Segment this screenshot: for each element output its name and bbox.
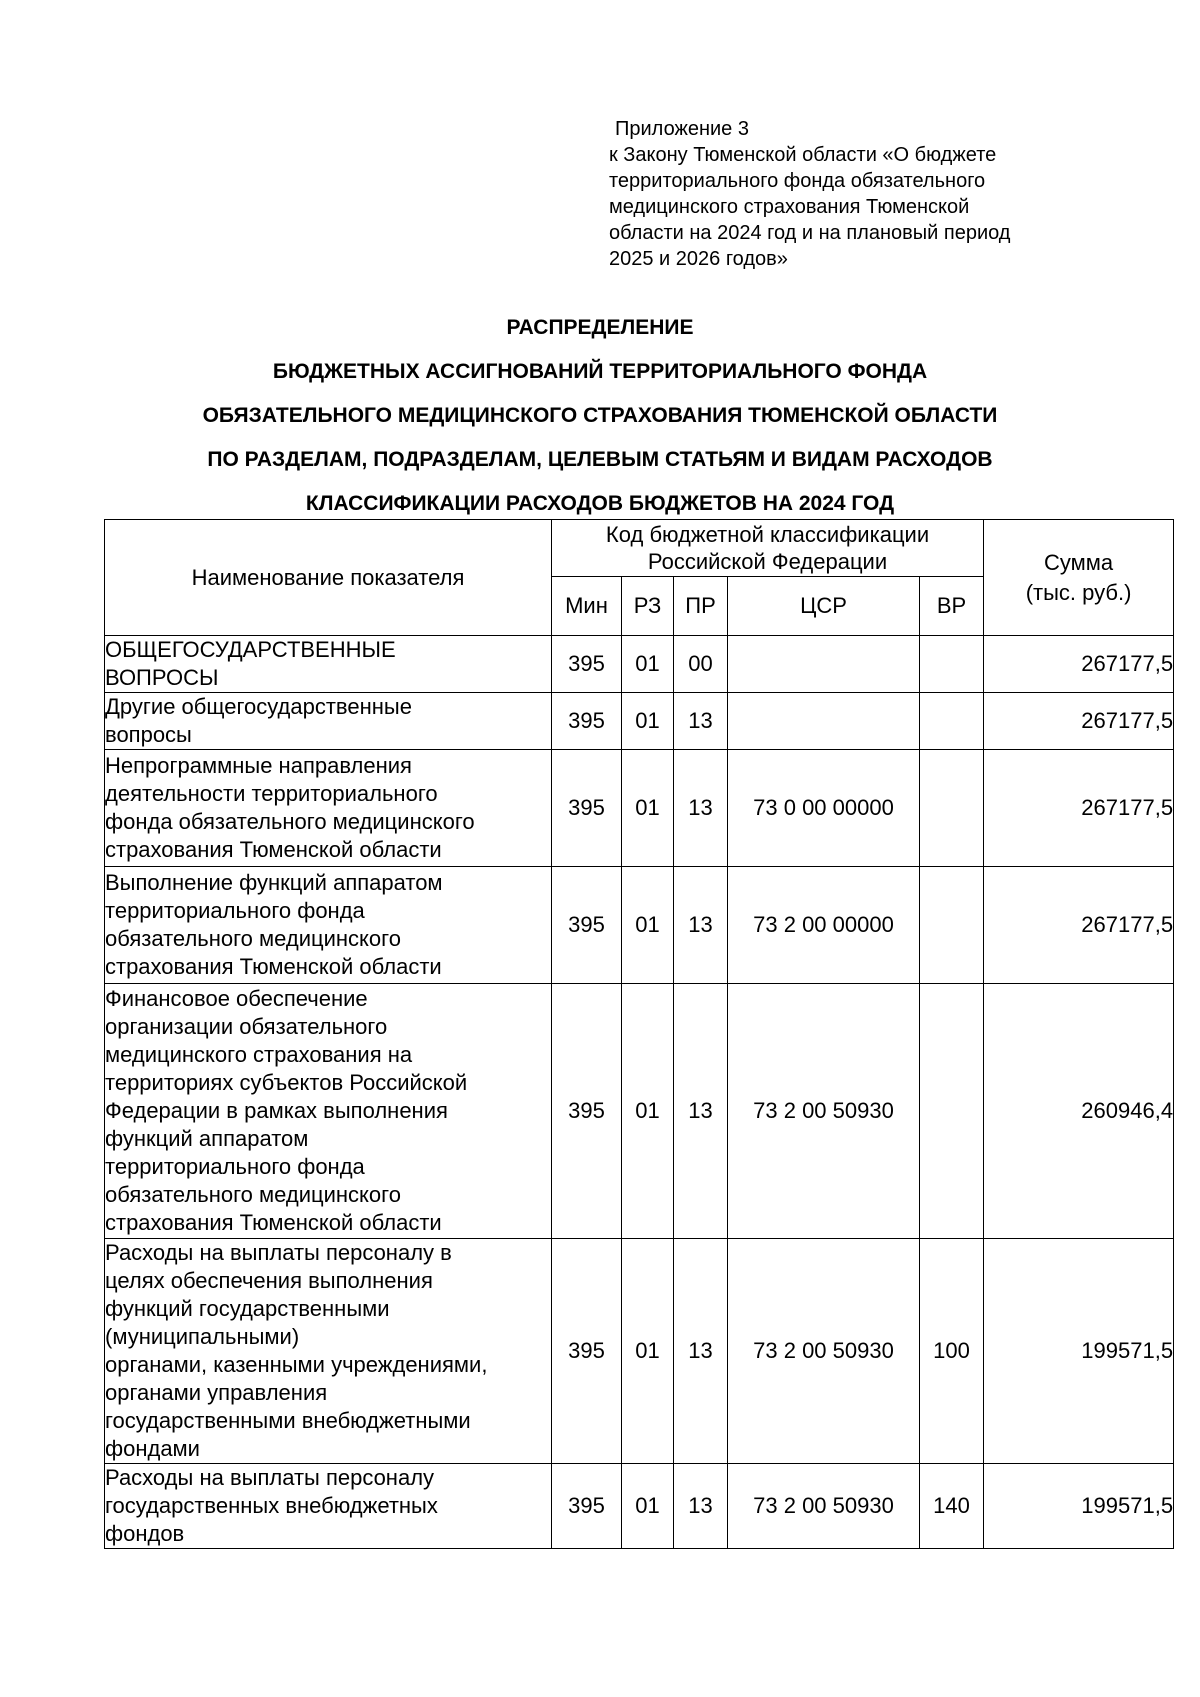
row-name-line: (муниципальными) xyxy=(105,1324,300,1349)
row-name-line: Финансовое обеспечение xyxy=(105,986,368,1011)
cell-pr: 13 xyxy=(674,750,728,867)
row-name-line: ОБЩЕГОСУДАРСТВЕННЫЕ xyxy=(105,637,396,662)
row-name-line: территориального фонда xyxy=(105,898,365,923)
row-name-line: Непрограммные направления xyxy=(105,753,412,778)
cell-sum: 267177,5 xyxy=(984,636,1174,693)
row-name xyxy=(105,636,552,693)
header-name: Наименование показателя xyxy=(105,520,552,636)
cell-csr xyxy=(728,693,920,750)
row-name xyxy=(105,750,552,867)
row-name-line: Федерации в рамках выполнения xyxy=(105,1098,448,1123)
row-name-line: организации обязательного xyxy=(105,1014,388,1039)
row-name-line: территориального фонда xyxy=(105,1154,365,1179)
cell-sum: 199571,5 xyxy=(984,1239,1174,1464)
cell-vr xyxy=(920,693,984,750)
cell-min: 395 xyxy=(552,1239,622,1464)
row-name-line: функций государственными xyxy=(105,1296,390,1321)
row-name xyxy=(105,984,552,1239)
appendix-line: области на 2024 год и на плановый период xyxy=(609,222,1011,244)
header-min: Мин xyxy=(552,577,622,636)
header-code-line: Код бюджетной классификации xyxy=(605,522,930,547)
row-name-line: страхования Тюменской области xyxy=(105,954,442,979)
row-name-line: Расходы на выплаты персоналу xyxy=(105,1465,435,1490)
cell-sum: 267177,5 xyxy=(984,867,1174,984)
cell-min: 395 xyxy=(552,1464,622,1549)
cell-rz: 01 xyxy=(622,984,674,1239)
header-csr: ЦСР xyxy=(728,577,920,636)
appendix-line: территориального фонда обязательного xyxy=(609,170,986,192)
row-name-line: обязательного медицинского xyxy=(105,926,401,951)
cell-rz: 01 xyxy=(622,1239,674,1464)
cell-pr: 13 xyxy=(674,693,728,750)
cell-pr: 13 xyxy=(674,1239,728,1464)
budget-allocation-table xyxy=(104,519,1174,1549)
header-code-group xyxy=(552,520,984,577)
cell-vr xyxy=(920,636,984,693)
row-name-line: органами, казенными учреждениями, xyxy=(105,1352,488,1377)
cell-csr: 73 2 00 50930 xyxy=(728,984,920,1239)
appendix-line: медицинского страхования Тюменской xyxy=(609,196,970,218)
row-name xyxy=(105,1464,552,1549)
cell-min: 395 xyxy=(552,984,622,1239)
cell-vr xyxy=(920,984,984,1239)
row-name-line: функций аппаратом xyxy=(105,1126,309,1151)
row-name-line: государственными внебюджетными xyxy=(105,1408,471,1433)
table-header xyxy=(105,520,1174,636)
row-name xyxy=(105,1239,552,1464)
table-body xyxy=(105,636,1174,1549)
cell-csr: 73 0 00 00000 xyxy=(728,750,920,867)
cell-min: 395 xyxy=(552,693,622,750)
row-name xyxy=(105,693,552,750)
title-line: БЮДЖЕТНЫХ АССИГНОВАНИЙ ТЕРРИТОРИАЛЬНОГО ФОНДА xyxy=(272,360,928,383)
cell-min: 395 xyxy=(552,636,622,693)
title-line: ПО РАЗДЕЛАМ, ПОДРАЗДЕЛАМ, ЦЕЛЕВЫМ СТАТЬЯМ И ВИДАМ РАСХОДОВ xyxy=(207,448,993,471)
row-name-line: вопросы xyxy=(105,722,192,747)
cell-rz: 01 xyxy=(622,867,674,984)
cell-sum: 199571,5 xyxy=(984,1464,1174,1549)
cell-sum: 267177,5 xyxy=(984,693,1174,750)
cell-rz: 01 xyxy=(622,750,674,867)
cell-csr: 73 2 00 50930 xyxy=(728,1464,920,1549)
row-name-line: Другие общегосударственные xyxy=(105,694,412,719)
row-name-line: деятельности территориального xyxy=(105,781,438,806)
row-name-line: обязательного медицинского xyxy=(105,1182,401,1207)
cell-vr xyxy=(920,750,984,867)
row-name-line: фондов xyxy=(105,1521,185,1546)
row-name-line: органами управления xyxy=(105,1380,328,1405)
header-sum-line: Сумма xyxy=(1043,549,1114,575)
row-name-line: страхования Тюменской области xyxy=(105,837,442,862)
header-code-line: Российской Федерации xyxy=(647,549,888,574)
cell-rz: 01 xyxy=(622,636,674,693)
row-name-line: ВОПРОСЫ xyxy=(105,665,219,690)
header-pr: ПР xyxy=(674,577,728,636)
cell-pr: 13 xyxy=(674,867,728,984)
row-name-line: страхования Тюменской области xyxy=(105,1210,442,1235)
title-line: ОБЯЗАТЕЛЬНОГО МЕДИЦИНСКОГО СТРАХОВАНИЯ ТЮМЕНСКОЙ ОБЛАСТИ xyxy=(202,404,998,427)
row-name-line: фонда обязательного медицинского xyxy=(105,809,475,834)
title-line: РАСПРЕДЕЛЕНИЕ xyxy=(506,316,694,339)
header-sum xyxy=(984,520,1174,636)
row-name-line: целях обеспечения выполнения xyxy=(105,1268,433,1293)
row-name xyxy=(105,867,552,984)
row-name-line: фондами xyxy=(105,1436,200,1461)
table-row xyxy=(105,750,1174,867)
cell-csr xyxy=(728,636,920,693)
header-vr: ВР xyxy=(920,577,984,636)
title-line: КЛАССИФИКАЦИИ РАСХОДОВ БЮДЖЕТОВ НА 2024 ГОД xyxy=(305,492,895,515)
cell-vr: 140 xyxy=(920,1464,984,1549)
appendix-line: 2025 и 2026 годов» xyxy=(609,248,788,270)
table-row xyxy=(105,867,1174,984)
table-row xyxy=(105,693,1174,750)
document-title xyxy=(0,306,1200,526)
header-sum-line: (тыс. руб.) xyxy=(1025,579,1132,605)
cell-sum: 260946,4 xyxy=(984,984,1174,1239)
cell-sum: 267177,5 xyxy=(984,750,1174,867)
cell-csr: 73 2 00 50930 xyxy=(728,1239,920,1464)
row-name-line: Выполнение функций аппаратом xyxy=(105,870,443,895)
row-name-line: медицинского страхования на xyxy=(105,1042,413,1067)
row-name-line: государственных внебюджетных xyxy=(105,1493,438,1518)
cell-csr: 73 2 00 00000 xyxy=(728,867,920,984)
appendix-number: Приложение 3 xyxy=(615,118,749,140)
table-row xyxy=(105,1464,1174,1549)
row-name-line: территориях субъектов Российской xyxy=(105,1070,468,1095)
cell-rz: 01 xyxy=(622,693,674,750)
appendix-reference xyxy=(609,116,1089,272)
cell-pr: 13 xyxy=(674,984,728,1239)
cell-vr: 100 xyxy=(920,1239,984,1464)
table-row xyxy=(105,636,1174,693)
cell-pr: 13 xyxy=(674,1464,728,1549)
cell-min: 395 xyxy=(552,867,622,984)
table-row xyxy=(105,984,1174,1239)
table-row xyxy=(105,1239,1174,1464)
cell-pr: 00 xyxy=(674,636,728,693)
cell-rz: 01 xyxy=(622,1464,674,1549)
cell-min: 395 xyxy=(552,750,622,867)
cell-vr xyxy=(920,867,984,984)
row-name-line: Расходы на выплаты персоналу в xyxy=(105,1240,452,1265)
appendix-line: к Закону Тюменской области «О бюджете xyxy=(609,144,997,166)
header-rz: РЗ xyxy=(622,577,674,636)
